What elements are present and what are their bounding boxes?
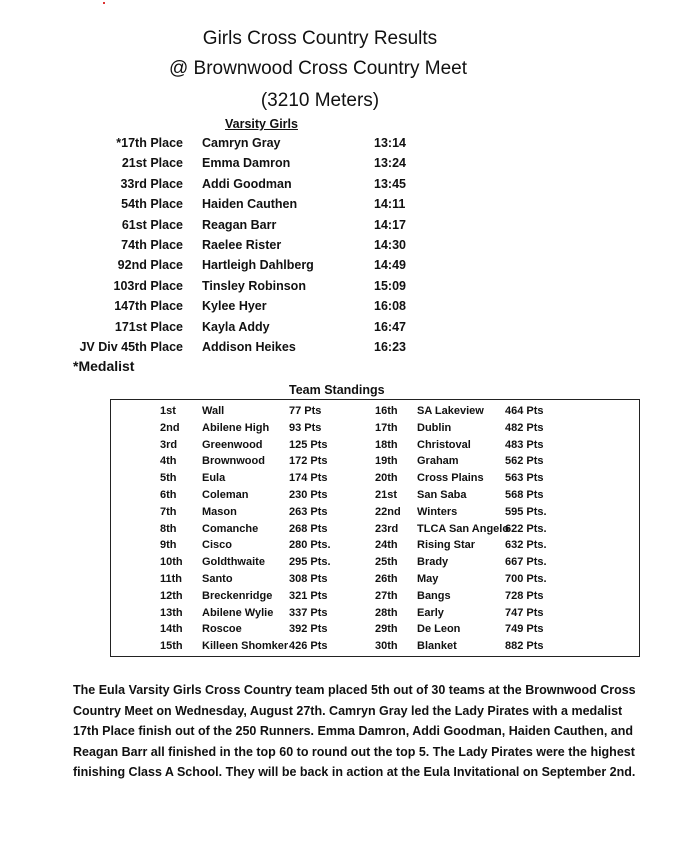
team-name: SA Lakeview xyxy=(417,405,484,417)
team-points: 77 Pts xyxy=(289,405,322,417)
runner-name: Emma Damron xyxy=(202,156,291,171)
race-distance: (3210 Meters) xyxy=(260,90,380,111)
standings-row xyxy=(111,486,639,503)
team-points: 562 Pts xyxy=(505,455,544,468)
team-points: 728 Pts xyxy=(505,589,544,602)
team-name: Eula xyxy=(202,472,226,485)
result-row xyxy=(0,256,695,276)
team-rank: 7th xyxy=(160,505,177,518)
team-points: 667 Pts. xyxy=(505,556,547,569)
runner-name: Tinsley Robinson xyxy=(202,278,306,293)
team-rank: 16th xyxy=(375,405,398,417)
team-name: Early xyxy=(417,606,444,619)
team-name: Roscoe xyxy=(202,623,242,636)
team-points: 125 Pts xyxy=(289,438,328,451)
team-points: 280 Pts. xyxy=(289,539,331,552)
team-points: 464 Pts xyxy=(505,405,544,417)
team-name: Cisco xyxy=(202,539,232,552)
result-place: JV Div 45th Place xyxy=(79,339,183,354)
standings-row xyxy=(111,604,639,621)
team-rank: 18th xyxy=(375,438,398,451)
team-name: May xyxy=(417,572,439,585)
team-name: San Saba xyxy=(417,488,467,501)
result-place: 54th Place xyxy=(121,197,183,212)
team-points: 482 Pts xyxy=(505,421,544,434)
team-points: 263 Pts xyxy=(289,505,328,518)
result-row xyxy=(0,175,695,195)
team-rank: 15th xyxy=(160,640,183,653)
team-name: Rising Star xyxy=(417,539,476,552)
runner-name: Hartleigh Dahlberg xyxy=(202,258,314,273)
result-place: 21st Place xyxy=(121,156,183,171)
team-points: 622 Pts. xyxy=(505,522,547,535)
team-points: 568 Pts xyxy=(505,488,544,501)
team-points: 392 Pts xyxy=(289,623,328,636)
team-points: 321 Pts xyxy=(289,589,328,602)
team-rank: 2nd xyxy=(160,421,180,434)
team-name: Dublin xyxy=(417,421,452,434)
result-row xyxy=(0,195,695,215)
team-points: 595 Pts. xyxy=(505,505,547,518)
result-row xyxy=(0,236,695,256)
team-rank: 24th xyxy=(375,539,398,552)
team-points: 700 Pts. xyxy=(505,572,547,585)
varsity-results-list xyxy=(0,134,695,358)
team-name: De Leon xyxy=(417,623,461,636)
runner-name: Addi Goodman xyxy=(202,176,292,191)
team-name: TLCA San Angelo xyxy=(417,522,510,535)
team-points: 882 Pts xyxy=(505,640,544,653)
runner-time: 13:24 xyxy=(374,156,406,171)
team-rank: 17th xyxy=(375,421,398,434)
team-rank: 19th xyxy=(375,455,398,468)
meet-name: @ Brownwood Cross Country Meet xyxy=(168,58,468,79)
medalist-note: *Medalist xyxy=(73,358,135,374)
team-name: Santo xyxy=(202,572,233,585)
runner-time: 16:08 xyxy=(374,299,406,314)
varsity-girls-heading: Varsity Girls xyxy=(225,117,298,131)
team-standings-table xyxy=(110,399,640,657)
team-name: Comanche xyxy=(202,522,259,535)
team-name: Brady xyxy=(417,556,449,569)
team-rank: 25th xyxy=(375,556,398,569)
runner-name: Camryn Gray xyxy=(202,136,281,150)
team-rank: 22nd xyxy=(375,505,401,518)
team-rank: 6th xyxy=(160,488,177,501)
team-name: Goldthwaite xyxy=(202,556,265,569)
results-title: Girls Cross Country Results xyxy=(202,28,438,49)
team-rank: 10th xyxy=(160,556,183,569)
team-rank: 4th xyxy=(160,455,177,468)
team-rank: 23rd xyxy=(375,522,399,535)
result-row xyxy=(0,154,695,174)
runner-time: 14:11 xyxy=(374,197,406,212)
result-place: *17th Place xyxy=(116,136,183,150)
standings-row xyxy=(111,419,639,436)
standings-row xyxy=(111,402,639,419)
team-name: Breckenridge xyxy=(202,589,273,602)
standings-row xyxy=(111,469,639,486)
result-place: 33rd Place xyxy=(120,176,183,191)
standings-row xyxy=(111,637,639,654)
team-name: Graham xyxy=(417,455,459,468)
runner-name: Addison Heikes xyxy=(202,339,296,354)
team-rank: 20th xyxy=(375,472,398,485)
team-name: Wall xyxy=(202,405,225,417)
standings-row xyxy=(111,536,639,553)
team-name: Bangs xyxy=(417,589,451,602)
runner-name: Kayla Addy xyxy=(202,319,270,334)
team-rank: 13th xyxy=(160,606,183,619)
team-name: Mason xyxy=(202,505,237,518)
runner-time: 16:47 xyxy=(374,319,406,334)
team-points: 295 Pts. xyxy=(289,556,331,569)
standings-row xyxy=(111,436,639,453)
summary-paragraph: The Eula Varsity Girls Cross Country team placed 5th out of 30 teams at the Brownwood Cross Country Meet on Wednesday, August 27th. Camryn Gray led the Lady Pirates with a medalist 17th Place finish out of the 250 Runners. Emma Damron, Addi Goodman, Haiden Cauthen, and Reagan Barr all finished in the top 60 to round out the top 5. The Lady Pirates were the highest finishing Class A School. They will be back in action at the Eula Invitational on September 2nd. xyxy=(73,683,636,779)
runner-name: Raelee Rister xyxy=(202,237,282,252)
runner-time: 14:17 xyxy=(374,217,406,232)
standings-row xyxy=(111,452,639,469)
result-place: 103rd Place xyxy=(113,278,183,293)
team-points: 426 Pts xyxy=(289,640,328,653)
result-place: 171st Place xyxy=(114,319,183,334)
runner-time: 14:30 xyxy=(374,237,406,252)
result-row xyxy=(0,297,695,317)
team-points: 563 Pts xyxy=(505,472,544,485)
team-name: Abilene Wylie xyxy=(202,606,274,619)
team-points: 230 Pts xyxy=(289,488,328,501)
result-place: 61st Place xyxy=(121,217,183,232)
team-name: Coleman xyxy=(202,488,249,501)
team-rank: 1st xyxy=(160,405,176,417)
team-points: 337 Pts xyxy=(289,606,328,619)
team-points: 172 Pts xyxy=(289,455,328,468)
team-rank: 12th xyxy=(160,589,183,602)
result-row xyxy=(0,318,695,338)
standings-row xyxy=(111,503,639,520)
result-row xyxy=(0,134,695,154)
team-points: 93 Pts xyxy=(289,421,322,434)
runner-time: 14:49 xyxy=(374,258,406,273)
result-place: 147th Place xyxy=(114,299,183,314)
standings-row xyxy=(111,520,639,537)
standings-row xyxy=(111,620,639,637)
standings-row xyxy=(111,570,639,587)
team-name: Brownwood xyxy=(202,455,265,468)
team-name: Blanket xyxy=(417,640,457,653)
team-rank: 28th xyxy=(375,606,398,619)
team-rank: 21st xyxy=(375,488,398,501)
team-name: Winters xyxy=(417,505,458,518)
team-points: 268 Pts xyxy=(289,522,328,535)
team-points: 174 Pts xyxy=(289,472,328,485)
team-points: 749 Pts xyxy=(505,623,544,636)
result-row xyxy=(0,338,695,358)
runner-name: Kylee Hyer xyxy=(202,299,267,314)
result-place: 92nd Place xyxy=(117,258,183,273)
standings-row xyxy=(111,587,639,604)
team-name: Killeen Shomker xyxy=(202,640,289,653)
team-rank: 3rd xyxy=(160,438,178,451)
team-name: Abilene High xyxy=(202,421,270,434)
runner-name: Haiden Cauthen xyxy=(202,197,298,212)
runner-time: 16:23 xyxy=(374,339,406,354)
team-name: Greenwood xyxy=(202,438,263,451)
team-rank: 27th xyxy=(375,589,398,602)
team-points: 483 Pts xyxy=(505,438,544,451)
runner-time: 13:14 xyxy=(374,136,406,150)
team-rank: 11th xyxy=(160,572,183,585)
standings-row xyxy=(111,553,639,570)
team-points: 747 Pts xyxy=(505,606,544,619)
team-points: 632 Pts. xyxy=(505,539,547,552)
team-rank: 9th xyxy=(160,539,177,552)
team-name: Cross Plains xyxy=(417,472,484,485)
runner-name: Reagan Barr xyxy=(202,217,277,232)
team-points: 308 Pts xyxy=(289,572,328,585)
team-rank: 29th xyxy=(375,623,398,636)
team-rank: 8th xyxy=(160,522,177,535)
result-row xyxy=(0,277,695,297)
team-rank: 5th xyxy=(160,472,177,485)
red-mark xyxy=(103,2,105,4)
result-place: 74th Place xyxy=(121,237,183,252)
team-rank: 30th xyxy=(375,640,398,653)
team-name: Christoval xyxy=(417,438,471,451)
team-rank: 26th xyxy=(375,572,398,585)
team-standings-heading: Team Standings xyxy=(289,383,385,397)
runner-time: 13:45 xyxy=(374,176,406,191)
team-rank: 14th xyxy=(160,623,183,636)
result-row xyxy=(0,216,695,236)
runner-time: 15:09 xyxy=(374,278,406,293)
